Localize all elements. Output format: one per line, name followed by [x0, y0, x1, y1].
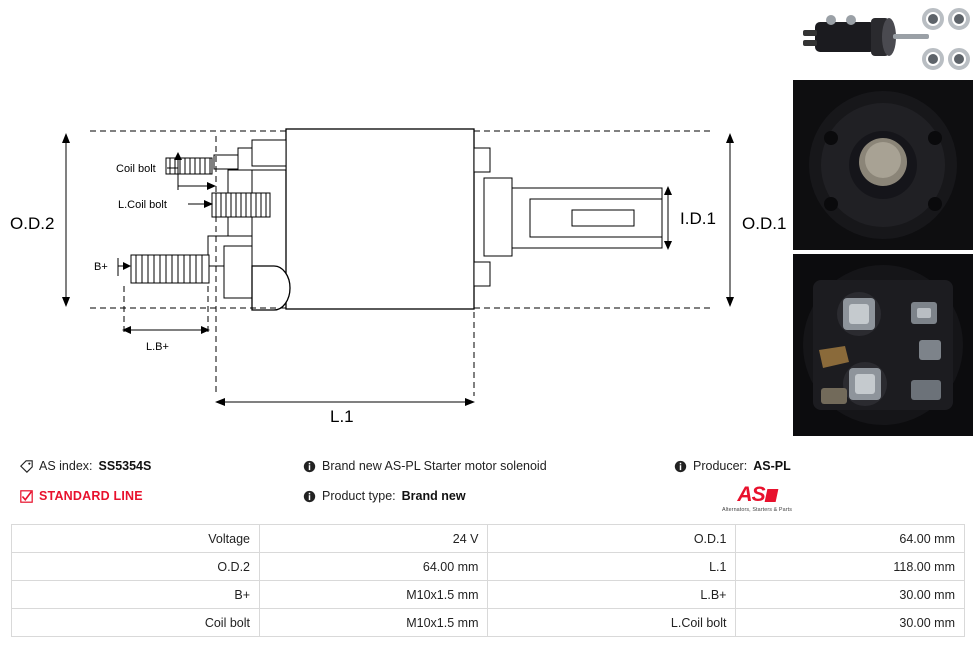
product-info: [0, 448, 976, 520]
svg-text:I.D.1: I.D.1: [680, 209, 716, 228]
spec-key: L.Coil bolt: [488, 609, 736, 637]
svg-text:B+: B+: [94, 261, 108, 273]
svg-text:L.B+: L.B+: [146, 341, 169, 353]
spec-value: 30.00 mm: [736, 581, 965, 609]
standard-line-label: STANDARD LINE: [39, 489, 143, 503]
product-photos: [793, 4, 973, 436]
spec-key: O.D.2: [12, 553, 260, 581]
svg-text:L.1: L.1: [330, 407, 354, 426]
spec-value: 64.00 mm: [736, 525, 965, 553]
spec-value: 118.00 mm: [736, 553, 965, 581]
description-text: Brand new AS-PL Starter motor solenoid: [322, 459, 547, 473]
spec-value: M10x1.5 mm: [260, 581, 488, 609]
table-row: [12, 609, 965, 637]
logo-text: AS: [737, 483, 765, 506]
as-index-row: [20, 458, 151, 475]
info-column-description: [303, 458, 547, 518]
product-type-label: Product type:: [322, 489, 396, 503]
spec-key: B+: [12, 581, 260, 609]
spec-key: Voltage: [12, 525, 260, 553]
as-index-value: SS5354S: [98, 459, 152, 473]
logo-bar: [764, 489, 778, 502]
spec-value: 30.00 mm: [736, 609, 965, 637]
table-row: [12, 553, 965, 581]
table-row: [12, 525, 965, 553]
checkbox-icon: [20, 490, 33, 503]
product-type-value: Brand new: [401, 489, 466, 503]
info-icon: [303, 490, 316, 503]
tag-icon: [20, 460, 33, 473]
standard-line-row: [20, 488, 151, 505]
spec-key: L.1: [488, 553, 736, 581]
svg-text:L.Coil bolt: L.Coil bolt: [118, 199, 167, 211]
product-photo-parts[interactable]: [793, 4, 973, 76]
spec-value: 24 V: [260, 525, 488, 553]
product-photo-terminals[interactable]: [793, 254, 973, 436]
producer-value: AS-PL: [753, 459, 791, 473]
description-row: [303, 458, 547, 475]
as-index-label: AS index:: [39, 459, 93, 473]
svg-text:Coil bolt: Coil bolt: [116, 163, 156, 175]
spec-key: Coil bolt: [12, 609, 260, 637]
info-column-index: [20, 458, 151, 518]
svg-text:O.D.2: O.D.2: [10, 214, 55, 233]
as-pl-logo: [716, 484, 798, 513]
specifications-table: [11, 524, 965, 637]
producer-label: Producer:: [693, 459, 748, 473]
spec-value: M10x1.5 mm: [260, 609, 488, 637]
info-icon: [674, 460, 687, 473]
info-icon: [303, 460, 316, 473]
logo-subtext: Alternators, Starters & Parts: [721, 507, 792, 513]
spec-key: O.D.1: [488, 525, 736, 553]
logo-mark: [716, 484, 798, 505]
spec-key: L.B+: [488, 581, 736, 609]
product-photo-front[interactable]: [793, 80, 973, 250]
svg-text:O.D.1: O.D.1: [742, 214, 787, 233]
producer-row: [674, 458, 791, 475]
spec-value: 64.00 mm: [260, 553, 488, 581]
product-type-row: [303, 488, 547, 505]
table-row: [12, 581, 965, 609]
